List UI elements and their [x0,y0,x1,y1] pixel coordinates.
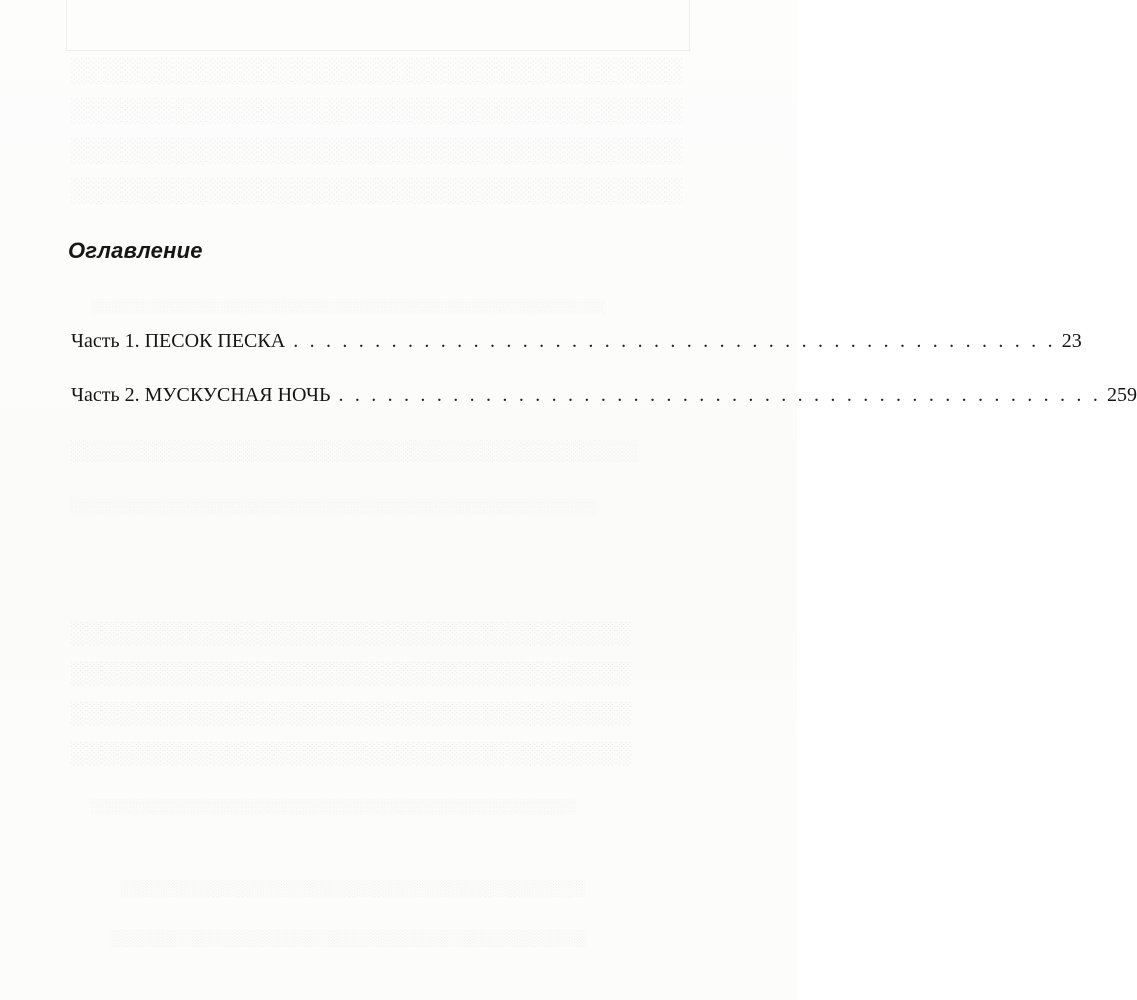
bleed-through-frame [66,0,690,51]
toc-list [71,330,1137,438]
toc-entry-page-number: 259 [1107,384,1137,406]
bleed-through-line: ░░░░░░░░░░░░░░░░░░░░░░░░░░░░░░░░░░░░ [70,740,632,765]
bleed-through-line: ░░░░░░░░░░░░░░░░░░░░░░░░░░░░░░░░░░░░ [70,138,683,164]
toc-entry-part-2[interactable] [71,384,1137,414]
bleed-through-line: ░░░░░░░░░░░░░░░░░░░░░░░░░░░░░░░░░░░░ [70,98,683,124]
bleed-through-line: ░░░░░░░░░░░░░░░░░░░░░░░░░░░░░░░░░░░░░░░░░░░░░░░░░░░░ [90,300,606,315]
toc-leader-dots: . . . . . . . . . . . . . . . . . . . . . . . . . . . . . . . . . . . . . . . . . . . . . . . [293,330,1056,352]
bleed-through-line: ░░░░░░░░░░░░░░░░░░░░░░░░░░░░░░░░░░░░ [70,660,632,685]
bleed-through-line: ░░░░░░░░░░░░░░░░░░░░░░░░░░░░░░░░░░░░░░░░░░░░░░░░░ [90,800,577,815]
bleed-through-line: ░░░░░░░░░░░░░░░░░░░░░░░░░░░░░░░░░░░░ [70,58,683,84]
bleed-through-line: ░░░░░░░░░░░░░░░░░░░░░░░░░░░░░░░░░░░░ [70,620,632,645]
bleed-through-line: ░░░░░░░░░░░░░░░░░░░░░░░░░░░░░░░░░░░░░░░░░ [120,880,585,897]
toc-entry-label: Часть 2. МУСКУСНАЯ НОЧЬ [71,384,331,406]
toc-leader-dots: . . . . . . . . . . . . . . . . . . . . . . . . . . . . . . . . . . . . . . . . . . . . . . . [338,384,1102,406]
toc-entry-page-number: 23 [1061,330,1082,352]
bleed-through-line: ░░░░░░░░░░░░░░░░░░░░░░░░░░░░░░░░░░░░░░░░░░ [110,930,587,947]
toc-heading: Оглавление [68,238,203,263]
toc-entry-part-1[interactable] [71,330,1082,360]
toc-entry-label: Часть 1. ПЕСОК ПЕСКА [71,330,286,352]
bleed-through-line: ░░░░░░░░░░░░░░░░░░░░░░░░░░░░░░░░░░░░░░░░░░░░░░░░░░░░░ [70,500,596,515]
bleed-through-line: ░░░░░░░░░░░░░░░░░░░░░░░░░░░░░░░░░░░░ [70,700,632,725]
bleed-through-line: ░░░░░░░░░░░░░░░░░░░░░░░░░░░░░░░░░░░░ [70,178,683,204]
bleed-through-line: ░░░░░░░░░░░░░░░░░░░░░░░░░░░░░░░░░░░░░░░░ [70,440,637,462]
